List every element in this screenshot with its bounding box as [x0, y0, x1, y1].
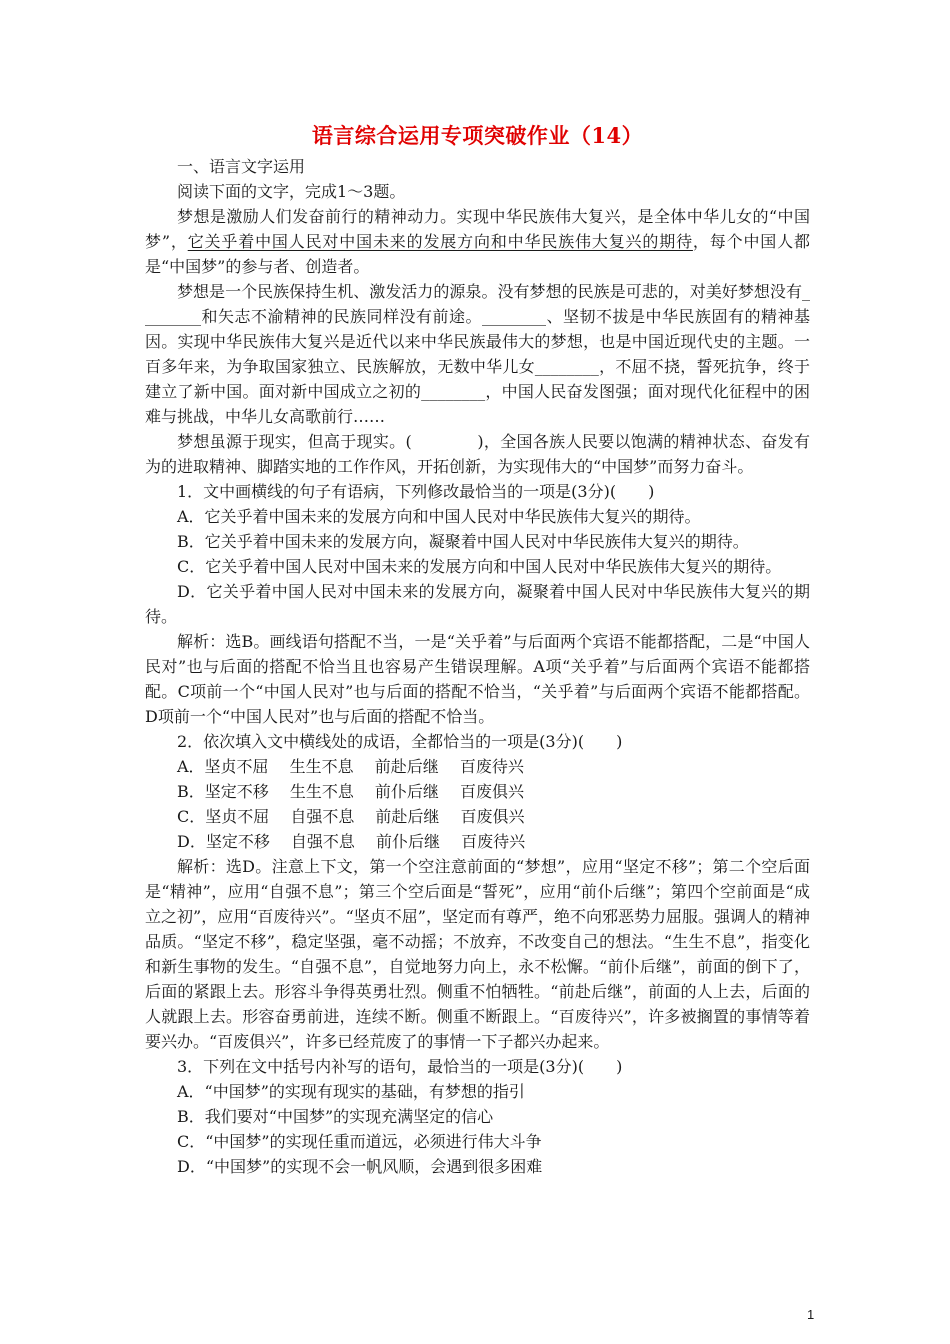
underlined-sentence: 它关乎着中国人民对中国未来的发展方向和中华民族伟大复兴的期待 — [187, 232, 693, 251]
question-1-option-a: A．它关乎着中国未来的发展方向和中国人民对中华民族伟大复兴的期待。 — [177, 507, 701, 526]
question-3-option-b: B．我们要对“中国梦”的实现充满坚定的信心 — [177, 1107, 494, 1126]
page-title: 语言综合运用专项突破作业（14） — [311, 123, 644, 148]
question-1-stem: 1．文中画横线的句子有语病，下列修改最恰当的一项是(3分)( ) — [177, 482, 655, 501]
question-3-option-c: C．“中国梦”的实现任重而道远，必须进行伟大斗争 — [177, 1132, 542, 1151]
page-number: 1 — [807, 1307, 815, 1322]
document-page — [145, 120, 810, 1179]
question-1-option-c: C．它关乎着中国人民对中国未来的发展方向和中国人民对中华民族伟大复兴的期待。 — [177, 557, 782, 576]
question-2-option-c: C．坚贞不屈 自强不息 前赴后继 百废俱兴 — [177, 807, 525, 826]
question-2-option-a: A．坚贞不屈 生生不息 前赴后继 百废待兴 — [177, 757, 524, 776]
passage-p1-before: 梦想是激励人们发奋前行的精神动力。实现中华民族伟大复兴，是全体中华儿女的“中国梦”， — [145, 207, 810, 251]
question-3-option-d: D．“中国梦”的实现不会一帆风顺，会遇到很多困难 — [177, 1157, 543, 1176]
question-3-stem: 3．下列在文中括号内补写的语句，最恰当的一项是(3分)( ) — [177, 1057, 623, 1076]
question-1-option-d: D．它关乎着中国人民对中国未来的发展方向，凝聚着中国人民对中华民族伟大复兴的期待。 — [145, 582, 810, 626]
question-2-stem: 2．依次填入文中横线处的成语，全都恰当的一项是(3分)( ) — [177, 732, 623, 751]
question-1-analysis: 解析：选B。画线语句搭配不当，一是“关乎着”与后面两个宾语不能都搭配，二是“中国人民对”也与后面的搭配不恰当且也容易产生错误理解。A项“关乎着”与后面两个宾语不能都搭配。C项前一个“中国人民对”也与后面的搭配不恰当，“关乎着”与后面两个宾语不能都搭配。D项前一个“中国人民对”也与后面的搭配不恰当。 — [145, 632, 810, 726]
passage-paragraph-3: 梦想虽源于现实，但高于现实。( )，全国各族人民要以饱满的精神状态、奋发有为的进取精神、脚踏实地的工作作风，开拓创新，为实现伟大的“中国梦”而努力奋斗。 — [145, 432, 810, 476]
question-2-option-b: B．坚定不移 生生不息 前仆后继 百废俱兴 — [177, 782, 525, 801]
section-heading: 一、语言文字运用 — [177, 157, 306, 176]
question-2-option-d: D．坚定不移 自强不息 前仆后继 百废待兴 — [177, 832, 526, 851]
instruction: 阅读下面的文字，完成1～3题。 — [177, 182, 406, 201]
passage-p1-after: ，每个中国人都是“中国梦”的参与者、创造者。 — [145, 232, 810, 276]
passage-paragraph-2: 梦想是一个民族保持生机、激发活力的源泉。没有梦想的民族是可悲的，对美好梦想没有________和矢志不渝精神的民族同样没有前途。________、坚韧不拔是中华民族固有的精神基因。实现中华民族伟大复兴是近代以来中华民族最伟大的梦想，也是中国近现代史的主题。一百多年来，为争取国家独立、民族解放，无数中华儿女________，不屈不挠，誓死抗争，终于建立了新中国。面对新中国成立之初的________，中国人民奋发图强；面对现代化征程中的困难与挑战，中华儿女高歌前行…… — [145, 282, 810, 426]
passage-paragraph-1 — [145, 204, 810, 279]
question-3-option-a: A．“中国梦”的实现有现实的基础，有梦想的指引 — [177, 1082, 525, 1101]
question-2-analysis: 解析：选D。注意上下文，第一个空注意前面的“梦想”，应用“坚定不移”；第二个空后面是“精神”，应用“自强不息”；第三个空后面是“誓死”，应用“前仆后继”；第四个空前面是“成立之初”，应用“百废待兴”。“坚贞不屈”，坚定而有尊严，绝不向邪恶势力屈服。强调人的精神品质。“坚定不移”，稳定坚强，毫不动摇；不放弃，不改变自己的想法。“生生不息”，指变化和新生事物的发生。“自强不息”，自觉地努力向上，永不松懈。“前仆后继”，前面的倒下了，后面的紧跟上去。形容斗争得英勇壮烈。侧重不怕牺牲。“前赴后继”，前面的人上去，后面的人就跟上去。形容奋勇前进，连续不断。侧重不断跟上。“百废待兴”，许多被搁置的事情等着要兴办。“百废俱兴”，许多已经荒废了的事情一下子都兴办起来。 — [145, 857, 810, 1051]
question-1-option-b: B．它关乎着中国未来的发展方向，凝聚着中国人民对中华民族伟大复兴的期待。 — [177, 532, 749, 551]
